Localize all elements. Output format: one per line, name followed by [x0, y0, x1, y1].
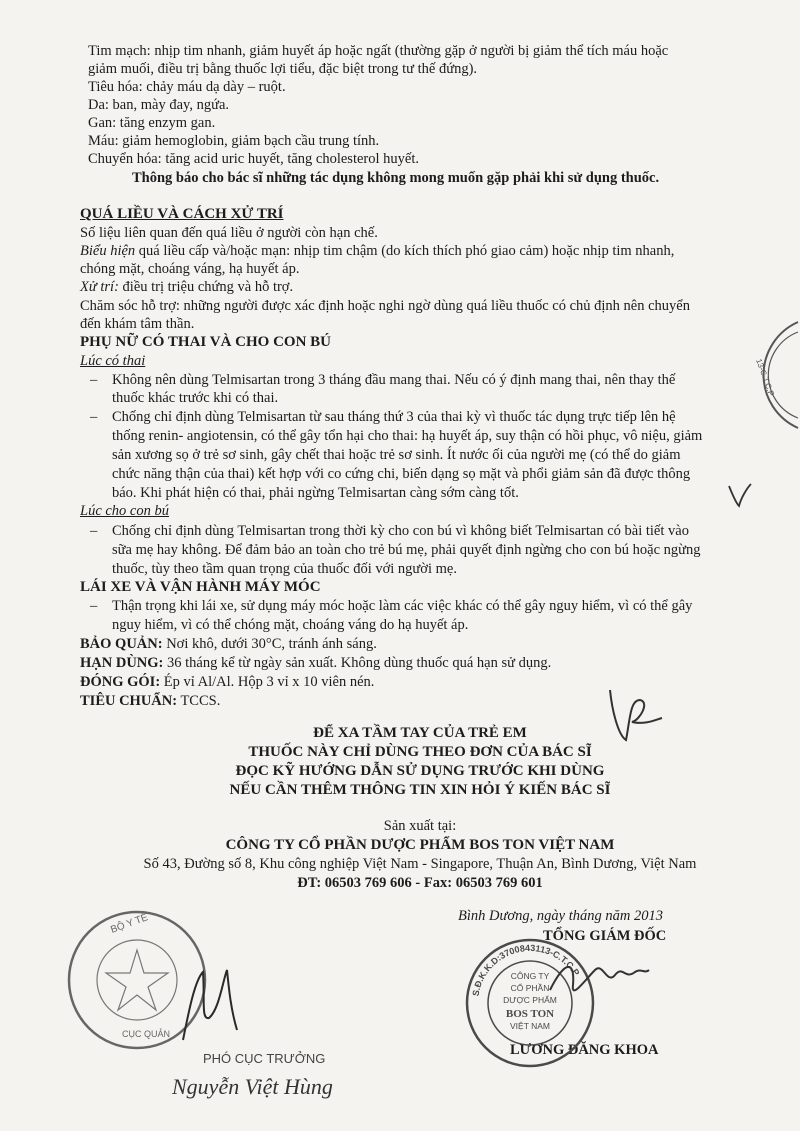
adverse-notice: Thông báo cho bác sĩ những tác dụng không mong muốn gặp phải khi sử dụng thuốc.: [132, 170, 660, 186]
bullet-dash: –: [90, 598, 98, 614]
manufacturer-name: CÔNG TY CỔ PHẦN DƯỢC PHẨM BOS TON VIỆT NAM: [225, 837, 615, 853]
adverse-cardio-line1: Tim mạch: nhịp tim nhanh, giảm huyết áp hoặc ngất (thường gặp ở người bị giảm thể tích máu hoặc: [88, 43, 669, 59]
adverse-metabolism: Chuyển hóa: tăng acid uric huyết, tăng cholesterol huyết.: [88, 151, 419, 167]
pregnancy-b2-l2: thống renin- angiotensin, có thể gây tổn hại cho thai: hạ huyết áp, suy thận có hồi phục, vô niệu, giảm: [112, 428, 703, 444]
overdose-p2-label: Biểu hiện: [80, 243, 136, 259]
director-name: LƯƠNG ĐĂNG KHOA: [510, 1042, 659, 1058]
storage-line: [80, 636, 377, 653]
pregnancy-sub-breastfeeding: Lúc cho con bú: [80, 503, 169, 519]
pregnancy-sub-pregnant: Lúc có thai: [80, 353, 146, 369]
adverse-cardio-line2: giảm muối, điều trị bằng thuốc lợi tiểu, đặc biệt trong tư thế đứng).: [88, 61, 478, 77]
expiry-label: HẠN DÙNG:: [80, 655, 164, 671]
ministry-stamp-ring: BỘ Y TẾ: [109, 912, 150, 936]
director-title: TỔNG GIÁM ĐỐC: [543, 928, 667, 944]
edge-stamp: [738, 320, 800, 430]
overdose-p3: [80, 279, 293, 296]
bullet-dash: –: [90, 409, 98, 425]
overdose-p1: Số liệu liên quan đến quá liều ở người còn hạn chế.: [80, 225, 378, 241]
approval-signature: [600, 680, 670, 750]
manufacturer-block: [100, 817, 740, 893]
standard-line: [80, 693, 220, 710]
bullet-dash: –: [90, 523, 98, 539]
overdose-p3-text: điều trị triệu chứng và hỗ trợ.: [118, 279, 294, 295]
overdose-p2-text: quá liều cấp và/hoặc mạn: nhịp tim chậm (do kích thích phó giao cảm) hoặc nhịp tim nhanh,: [135, 243, 675, 259]
manufacturer-address: Số 43, Đường số 8, Khu công nghiệp Việt Nam - Singapore, Thuận An, Bình Dương, Việt Nam: [143, 856, 697, 872]
pregnancy-b3-l3: thuốc, tùy theo tầm quan trọng của thuốc đối với người mẹ.: [112, 561, 457, 577]
company-stamp-ring: S.Đ.K.K.D:3700843113-C.T.C.P: [470, 942, 582, 997]
expiry-line: [80, 655, 551, 672]
pregnancy-b2-l4: chức năng thận của thai) kết hợp với co cứng chi, biến dạng sọ mặt và phổi giảm sản đã được thông: [112, 466, 691, 482]
overdose-p4: Chăm sóc hỗ trợ: những người được xác định hoặc nghi ngờ dùng quá liều thuốc có chủ định nên chuyển: [80, 298, 690, 314]
ministry-stamp-bottom: CỤC QUẢN: [122, 1029, 171, 1039]
overdose-heading: QUÁ LIỀU VÀ CÁCH XỬ TRÍ: [80, 206, 284, 222]
overdose-p2b: chóng mặt, choáng váng, hạ huyết áp.: [80, 261, 300, 277]
storage-value: Nơi khô, dưới 30°C, tránh ánh sáng.: [162, 636, 377, 652]
pregnancy-b2-l3: sản xương sọ ở trẻ sơ sinh, gây chết thai hoặc trẻ sơ sinh. Ít nước ối của người mẹ (có thể do giảm: [112, 447, 681, 463]
stamp-line: BOS TON: [505, 1008, 555, 1020]
standard-value: TCCS.: [177, 693, 221, 709]
adverse-skin: Da: ban, mày đay, ngứa.: [88, 97, 229, 113]
pregnancy-heading: PHỤ NỮ CÓ THAI VÀ CHO CON BÚ: [80, 334, 331, 350]
pregnancy-b2-l1: Chống chỉ định dùng Telmisartan từ sau tháng thứ 3 của thai kỳ vì thuốc tác dụng trực tiếp lên hệ: [112, 409, 676, 425]
deputy-signature: [175, 960, 245, 1050]
manufacturer-phone: ĐT: 06503 769 606 - Fax: 06503 769 601: [297, 875, 543, 891]
adverse-blood: Máu: giảm hemoglobin, giảm bạch cầu trung tính.: [88, 133, 380, 149]
manufacturer-label: Sản xuất tại:: [383, 818, 457, 834]
pregnancy-b2-l5: báo. Khi phát hiện có thai, phải ngừng Telmisartan càng sớm càng tốt.: [112, 485, 519, 501]
warning-line: ĐỂ XA TẦM TAY CỦA TRẺ EM: [313, 725, 527, 741]
stamp-line: DƯỢC PHẨM: [503, 995, 557, 1005]
stamp-line: VIỆT NAM: [510, 1021, 550, 1031]
edge-stamp-text: 13-C.T.C.P: [754, 357, 776, 398]
standard-label: TIÊU CHUẨN:: [80, 693, 178, 709]
overdose-p3-label: Xử trí:: [80, 279, 119, 295]
date-line: Bình Dương, ngày tháng năm 2013: [458, 908, 663, 924]
pregnancy-b3-l2: sữa mẹ hay không. Để đảm bảo an toàn cho trẻ bú mẹ, phải quyết định ngừng cho con bú hoặc ngừng: [112, 542, 701, 558]
pregnancy-b3-l1: Chống chỉ định dùng Telmisartan trong thời kỳ cho con bú vì không biết Telmisartan có bài tiết vào: [112, 523, 689, 539]
deputy-title: PHÓ CỤC TRƯỞNG: [203, 1051, 326, 1066]
pregnancy-b1-l2: thuốc khác trước khi có thai.: [112, 390, 279, 406]
packaging-label: ĐÓNG GÓI:: [80, 674, 161, 690]
adverse-liver: Gan: tăng enzym gan.: [88, 115, 216, 131]
pregnancy-b1-l1: Không nên dùng Telmisartan trong 3 tháng đầu mang thai. Nếu có ý định mang thai, nên thay thế: [112, 372, 676, 388]
packaging-line: [80, 674, 374, 691]
storage-label: BẢO QUẢN:: [80, 636, 163, 652]
driving-b1-l1: Thận trọng khi lái xe, sử dụng máy móc hoặc làm các việc khác có thể gây nguy hiểm, vì có thể gây: [112, 598, 693, 614]
warning-line: NẾU CẦN THÊM THÔNG TIN XIN HỎI Ý KIẾN BÁC SĨ: [229, 782, 611, 798]
warning-line: ĐỌC KỸ HƯỚNG DẪN SỬ DỤNG TRƯỚC KHI DÙNG: [235, 763, 605, 779]
bullet-dash: –: [90, 372, 98, 388]
warning-line: THUỐC NÀY CHỈ DÙNG THEO ĐƠN CỦA BÁC SĨ: [248, 744, 592, 760]
director-signature: [545, 950, 655, 1010]
overdose-p4b: đến khám tâm thần.: [80, 316, 195, 332]
driving-b1-l2: nguy hiểm, vì có thể chóng mặt, choáng váng do hạ huyết áp.: [112, 617, 469, 633]
stamp-line: CÔNG TY: [510, 971, 550, 981]
stamp-line: CỔ PHẦN: [510, 983, 550, 993]
adverse-digestive: Tiêu hóa: chảy máu dạ dày – ruột.: [88, 79, 286, 95]
expiry-value: 36 tháng kể từ ngày sản xuất. Không dùng thuốc quá hạn sử dụng.: [163, 655, 552, 671]
packaging-value: Ép vỉ Al/Al. Hộp 3 vỉ x 10 viên nén.: [160, 674, 375, 690]
overdose-p2: [80, 243, 674, 260]
driving-heading: LÁI XE VÀ VẬN HÀNH MÁY MÓC: [80, 579, 321, 595]
check-mark-icon: [725, 480, 755, 510]
deputy-name: Nguyễn Việt Hùng: [172, 1074, 333, 1099]
